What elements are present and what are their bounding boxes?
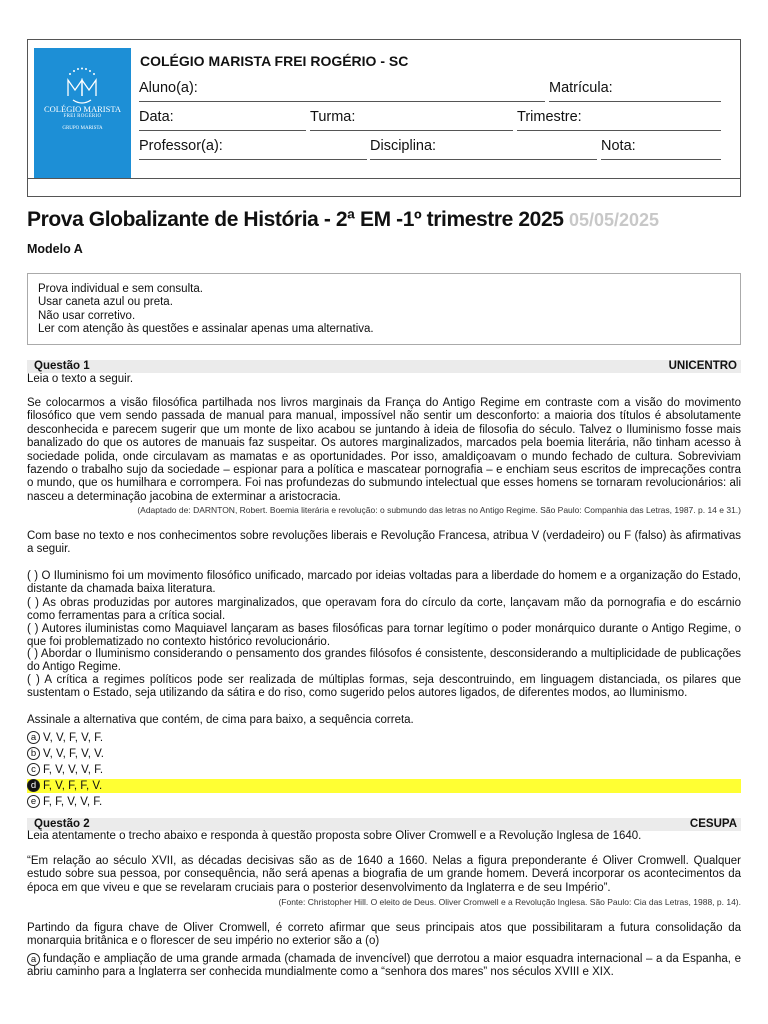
option-text: F, V, V, V, F.	[43, 764, 104, 776]
question-1-label: Questão 1	[34, 360, 90, 372]
exam-model: Modelo A	[27, 242, 83, 256]
question-2-quote: “Em relação ao século XVII, as décadas decisivas são as de 1640 a 1660. Nelas a figura preponderante é Oliver Cromwell. Qualquer estudo sobre sua pessoa, por consequência, não será apenas a biografia de um grande homem. Deverá incorporar os acontecimentos da época em que viveu e que se revelaram cruciais para o posterior desenvolvimento da Inglaterra e de seu Império”.	[27, 855, 741, 894]
option-letter-circle-filled[interactable]: d	[27, 779, 40, 792]
date-field[interactable]: Data:	[139, 109, 306, 131]
school-name: COLÉGIO MARISTA FREI ROGÉRIO - SC	[140, 53, 409, 69]
trimester-field[interactable]: Trimestre:	[517, 109, 721, 131]
instruction-item: Ler com atenção às questões e assinalar apenas uma alternativa.	[38, 322, 374, 335]
exam-date: 05/05/2025	[568, 210, 660, 230]
logo-subtitle: FREI ROGÉRIO	[63, 114, 102, 119]
question-1-question: Assinale a alternativa que contém, de cima para baixo, a sequência correta.	[27, 714, 414, 726]
option-a[interactable]	[27, 731, 741, 745]
question-1-prompt: Com base no texto e nos conhecimentos sobre revoluções liberais e Revolução Francesa, atribua V (verdadeiro) ou F (falso) às afirmativas a seguir.	[27, 530, 741, 556]
option-b[interactable]	[27, 747, 741, 761]
header-box	[27, 39, 741, 197]
statement-item: ( ) A crítica a regimes políticos pode ser realizada de múltiplas formas, seja descontruindo, em linguagem distanciada, os pilares que sustentam o Estado, seja utilizando da sátira e do riso, como sugerido pelos autores ligados, de diferentes modos, ao Iluminismo.	[27, 674, 741, 700]
option-letter-circle[interactable]: a	[27, 953, 40, 966]
option-letter-circle[interactable]: a	[27, 731, 40, 744]
option-text: V, V, F, V, V.	[43, 748, 104, 760]
instruction-item: Usar caneta azul ou preta.	[38, 296, 173, 309]
option-letter-circle[interactable]: b	[27, 747, 40, 760]
statement-item: ( ) Abordar o Iluminismo considerando o pensamento dos grandes filósofos é consistente, desconsiderando a multiplicidade de publicações do Antigo Regime.	[27, 648, 741, 674]
question-1-header	[27, 360, 741, 373]
question-2-question: Partindo da figura chave de Oliver Cromwell, é correto afirmar que seus principais atos que possibilitaram a futura consolidação da monarquia britânica e o florescer de seu império no exterior são a (o)	[27, 922, 741, 948]
instruction-item: Não usar corretivo.	[38, 309, 136, 322]
option-text: V, V, F, V, F.	[43, 732, 104, 744]
option-letter-circle[interactable]: e	[27, 795, 40, 808]
subject-field[interactable]: Disciplina:	[370, 138, 597, 160]
question-1-citation: (Adaptado de: DARNTON, Robert. Boemia literária e revolução: o submundo das letras no Antigo Regime. São Paulo: Companhia das Letras, 1987. p. 14 e 31.)	[137, 505, 741, 515]
teacher-field[interactable]: Professor(a):	[139, 138, 367, 160]
statement-item: ( ) As obras produzidas por autores marginalizados, que operavam fora do círculo da corte, lançavam mão da pornografia e do escárnio como ferramentas para a crítica social.	[27, 597, 741, 623]
option-text: F, V, F, F, V.	[43, 780, 103, 792]
logo-name: COLÉGIO MARISTA	[44, 104, 121, 114]
question-1-text: Se colocarmos a visão filosófica partilhada nos livros marginais da França do Antigo Regime em contraste com a visão do movimento filosófico que vem sendo passada de manual para manual, impossível não sentir um desconforto: a maioria dos títulos é absolutamente desconhecida e parecem sugerir que um monte de lixo acabou se juntando à ideia de filosofia do século. Talvez o Iluminismo fosse mais banalizado do que os autores de manuais faz suspeitar. Os autores marginalizados, marcados pela boemia literária, não tinham acesso à sociedade polida, onde circulavam as mamatas e as oportunidades. Por isso, amaldiçoavam o mundo fechado de cultura. Sobreviviam fazendo o trabalho sujo da sociedade – espionar para a política e mascatear pornografia – e enchiam seus escritos de imprecações contra o mundo, que os humilhara e corrompera. Foi nas profundezas do submundo intelectual que esses homens se tornaram revolucionários: ali nasceu a determinação jacobina de exterminar a aristocracia.	[27, 397, 741, 503]
option-letter-circle[interactable]: c	[27, 763, 40, 776]
class-field[interactable]: Turma:	[310, 109, 513, 131]
student-name-field[interactable]: Aluno(a):	[139, 80, 545, 102]
question-2-citation: (Fonte: Christopher Hill. O eleito de Deus. Oliver Cromwell e a Revolução Inglesa. São Paulo: Cia das Letras, 1988, p. 14).	[278, 897, 741, 907]
grade-field[interactable]: Nota:	[601, 138, 721, 160]
instructions-box	[27, 273, 741, 345]
question-1-intro: Leia o texto a seguir.	[27, 373, 134, 385]
question-2-label: Questão 2	[34, 818, 90, 830]
statement-item: ( ) Autores iluministas como Maquiavel lançaram as bases filosóficas para tornar legítimo o poder monárquico durante o Antigo Regime, o que foi problematizado no contexto histórico revolucionário.	[27, 623, 741, 649]
question-1-source: UNICENTRO	[668, 360, 737, 372]
question-2-source: CESUPA	[689, 818, 737, 830]
option-text: fundação e ampliação de uma grande armada (chamada de invencível) que derrotou a maior esquadra internacional – a da Espanha, e abriu caminho para a Inglaterra ser conhecida mundialmente como a “senhora dos mares” nos séculos XVIII e XIX.	[27, 953, 741, 979]
school-logo	[34, 48, 131, 178]
q2-option-a[interactable]	[27, 953, 741, 980]
option-c[interactable]	[27, 763, 741, 777]
option-text: F, F, V, V, F.	[43, 796, 103, 808]
registration-field[interactable]: Matrícula:	[549, 80, 721, 102]
exam-title-text: Prova Globalizante de História - 2ª EM -1º trimestre 2025	[27, 208, 564, 231]
exam-title	[27, 207, 659, 233]
logo-group: GRUPO MARISTA	[62, 126, 103, 131]
option-e[interactable]	[27, 795, 741, 809]
instruction-item: Prova individual e sem consulta.	[38, 283, 203, 295]
header-divider	[28, 178, 740, 179]
option-d-selected[interactable]	[27, 779, 741, 793]
statement-item: ( ) O Iluminismo foi um movimento filosófico unificado, marcado por ideias voltadas para a liberdade do homem e a organização do Estado, distante da chamada baixa literatura.	[27, 570, 741, 596]
question-2-intro: Leia atentamente o trecho abaixo e responda à questão proposta sobre Oliver Cromwell e a Revolução Inglesa de 1640.	[27, 830, 642, 842]
